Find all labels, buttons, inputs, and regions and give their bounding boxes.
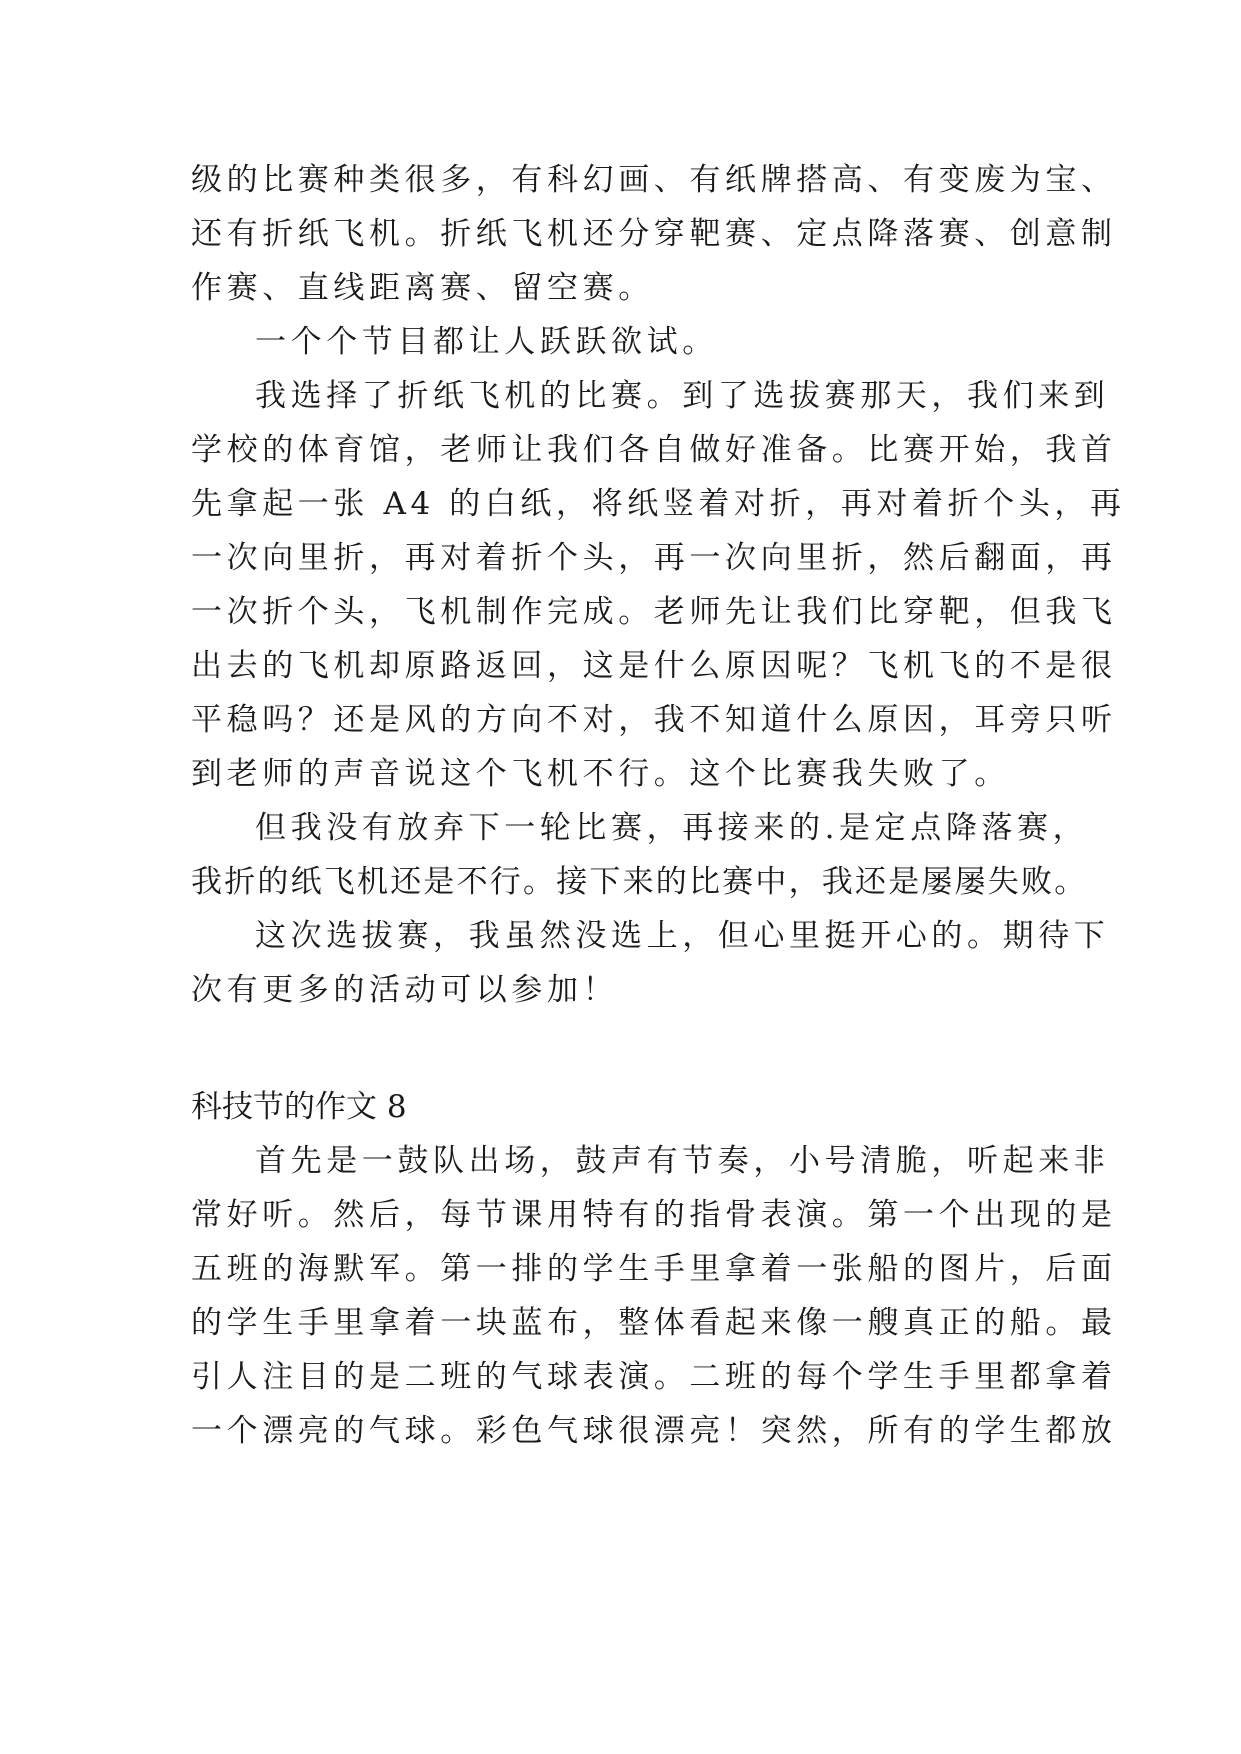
text-line: 我折的纸飞机还是不行。接下来的比赛中，我还是屡屡失败。 [191, 864, 1088, 900]
text-line: 但我没有放弃下一轮比赛，再接来的.是定点降落赛， [255, 810, 1089, 846]
text-line: 一个漂亮的气球。彩色气球很漂亮！突然，所有的学生都放 [191, 1413, 1117, 1449]
text-line: 到老师的声音说这个飞机不行。这个比赛我失败了。 [191, 756, 1010, 792]
text-line: 出去的飞机却原路返回，这是什么原因呢？飞机飞的不是很 [191, 648, 1117, 684]
text-line: 平稳吗？还是风的方向不对，我不知道什么原因，耳旁只听 [191, 702, 1117, 738]
text-line: 还有折纸飞机。折纸飞机还分穿靶赛、定点降落赛、创意制 [191, 216, 1117, 252]
text-line: 首先是一鼓队出场，鼓声有节奏，小号清脆，听起来非 [255, 1143, 1110, 1179]
text-line: 一次向里折，再对着折个头，再一次向里折，然后翻面，再 [191, 540, 1117, 576]
text-line: 这次选拔赛，我虽然没选上，但心里挺开心的。期待下 [255, 918, 1110, 954]
text-line: 引人注目的是二班的气球表演。二班的每个学生手里都拿着 [191, 1359, 1117, 1395]
text-line: 常好听。然后，每节课用特有的指骨表演。第一个出现的是 [191, 1197, 1117, 1233]
text-line: 五班的海默军。第一排的学生手里拿着一张船的图片，后面 [191, 1251, 1117, 1287]
text-line: 的学生手里拿着一块蓝布，整体看起来像一艘真正的船。最 [191, 1305, 1117, 1341]
text-line: 级的比赛种类很多，有科幻画、有纸牌搭高、有变废为宝、 [191, 162, 1117, 198]
text-line: 一个个节目都让人跃跃欲试。 [255, 324, 718, 360]
text-line: 先拿起一张 A4 的白纸，将纸竖着对折，再对着折个头，再 [191, 486, 1126, 522]
text-line: 次有更多的活动可以参加！ [191, 972, 619, 1008]
text-line: 学校的体育馆，老师让我们各自做好准备。比赛开始，我首 [191, 432, 1117, 468]
text-line: 作赛、直线距离赛、留空赛。 [191, 270, 654, 306]
text-line: 我选择了折纸飞机的比赛。到了选拔赛那天，我们来到 [255, 378, 1110, 414]
text-line: 一次折个头，飞机制作完成。老师先让我们比穿靶，但我飞 [191, 594, 1117, 630]
section-heading: 科技节的作文 8 [191, 1089, 407, 1125]
